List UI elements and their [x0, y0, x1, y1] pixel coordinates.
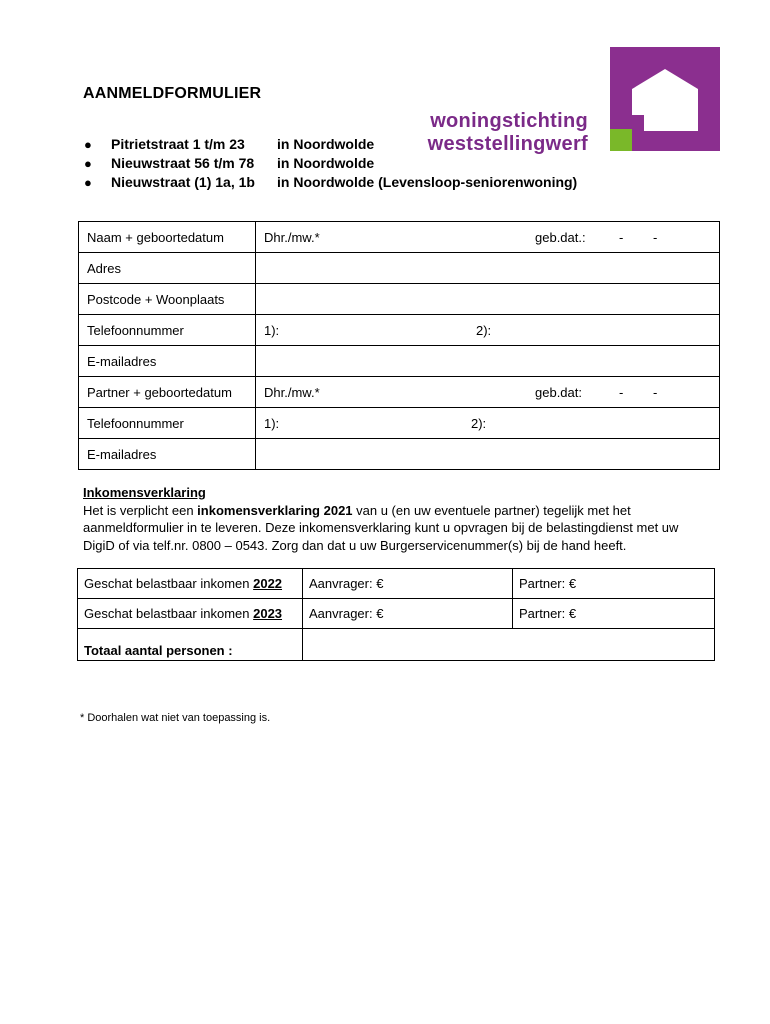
page-title: AANMELDFORMULIER [83, 85, 262, 102]
income-2023-label [78, 599, 303, 629]
dob-separator: - [653, 229, 658, 245]
income-heading: Inkomensverklaring [83, 485, 206, 500]
name-label: Naam + geboortedatum [79, 222, 256, 253]
phone-field[interactable] [256, 315, 720, 346]
bullet-icon: ● [84, 156, 92, 171]
income-paragraph-line: DigiD of via telf.nr. 0800 – 0543. Zorg dan dat u uw Burgerservicenummer(s) bij de hand heeft. [83, 537, 627, 553]
email-field[interactable] [256, 346, 720, 377]
applicant-form [78, 221, 720, 470]
list-item [84, 154, 577, 173]
applicant-income-2023-field[interactable]: Aanvrager: € [303, 599, 513, 629]
table-row [78, 629, 715, 661]
logo-wordmark [418, 110, 588, 156]
table-row [78, 569, 715, 599]
postcode-label: Postcode + Woonplaats [79, 284, 256, 315]
title-choice: Dhr./mw.* [264, 229, 320, 245]
bullet-icon: ● [84, 137, 92, 152]
place: in Noordwolde [277, 155, 375, 171]
partner-phone-field[interactable] [256, 408, 720, 439]
dob-separator: - [619, 384, 624, 400]
total-persons-field[interactable] [303, 629, 715, 661]
table-row [79, 284, 720, 315]
income-form [77, 568, 715, 661]
phone-1: 1): [264, 322, 280, 338]
label-text: Geschat belastbaar inkomen [84, 606, 254, 621]
footnote: * Doorhalen wat niet van toepassing is. [80, 712, 271, 724]
partner-phone-label: Telefoonnummer [79, 408, 256, 439]
text-run: Het is verplicht een [83, 502, 198, 518]
partner-title-choice: Dhr./mw.* [264, 384, 320, 400]
postcode-field[interactable] [256, 284, 720, 315]
income-2022-label [78, 569, 303, 599]
table-row [79, 222, 720, 253]
income-paragraph-line [83, 502, 713, 520]
phone-2: 2): [476, 322, 492, 338]
street: Nieuwstraat (1) 1a, 1b [111, 174, 255, 190]
income-paragraph-line: aanmeldformulier in te leveren. Deze inkomensverklaring kunt u opvragen bij de belastingdienst met uw [83, 520, 679, 535]
dob-separator: - [619, 229, 624, 245]
total-persons-label: Totaal aantal personen : [78, 629, 303, 661]
table-row [79, 346, 720, 377]
text-run: van u (en uw eventuele partner) tegelijk met het [352, 502, 631, 518]
year: 2022 [253, 576, 283, 591]
partner-dob-label: geb.dat: [535, 384, 582, 400]
street: Nieuwstraat 56 t/m 78 [111, 155, 255, 171]
street: Pitrietstraat 1 t/m 23 [111, 136, 245, 152]
place: in Noordwolde (Levensloop-seniorenwoning) [277, 174, 578, 190]
table-row [79, 377, 720, 408]
dob-separator: - [653, 384, 658, 400]
partner-income-2022-field[interactable]: Partner: € [513, 569, 715, 599]
address-field[interactable] [256, 253, 720, 284]
partner-label: Partner + geboortedatum [79, 377, 256, 408]
income-statement [83, 484, 713, 554]
phone-label: Telefoonnummer [79, 315, 256, 346]
text-run-bold: inkomensverklaring 2021 [197, 502, 353, 518]
table-row [79, 315, 720, 346]
year: 2023 [253, 606, 283, 621]
logo-line-1: woningstichting [430, 110, 588, 132]
table-row [79, 253, 720, 284]
partner-phone-1: 1): [264, 415, 280, 431]
bullet-icon: ● [84, 175, 92, 190]
table-row [78, 599, 715, 629]
place: in Noordwolde [277, 136, 375, 152]
partner-email-field[interactable] [256, 439, 720, 470]
table-row [79, 408, 720, 439]
applicant-income-2022-field[interactable]: Aanvrager: € [303, 569, 513, 599]
list-item [84, 173, 577, 192]
name-field[interactable] [256, 222, 720, 253]
label-text: Geschat belastbaar inkomen [84, 576, 254, 591]
partner-email-label: E-mailadres [79, 439, 256, 470]
house-logo-icon [610, 47, 720, 151]
partner-field[interactable] [256, 377, 720, 408]
logo-line-2: weststellingwerf [427, 133, 588, 155]
address-label: Adres [79, 253, 256, 284]
partner-income-2023-field[interactable]: Partner: € [513, 599, 715, 629]
email-label: E-mailadres [79, 346, 256, 377]
dob-label: geb.dat.: [535, 229, 586, 245]
table-row [79, 439, 720, 470]
partner-phone-2: 2): [471, 415, 487, 431]
